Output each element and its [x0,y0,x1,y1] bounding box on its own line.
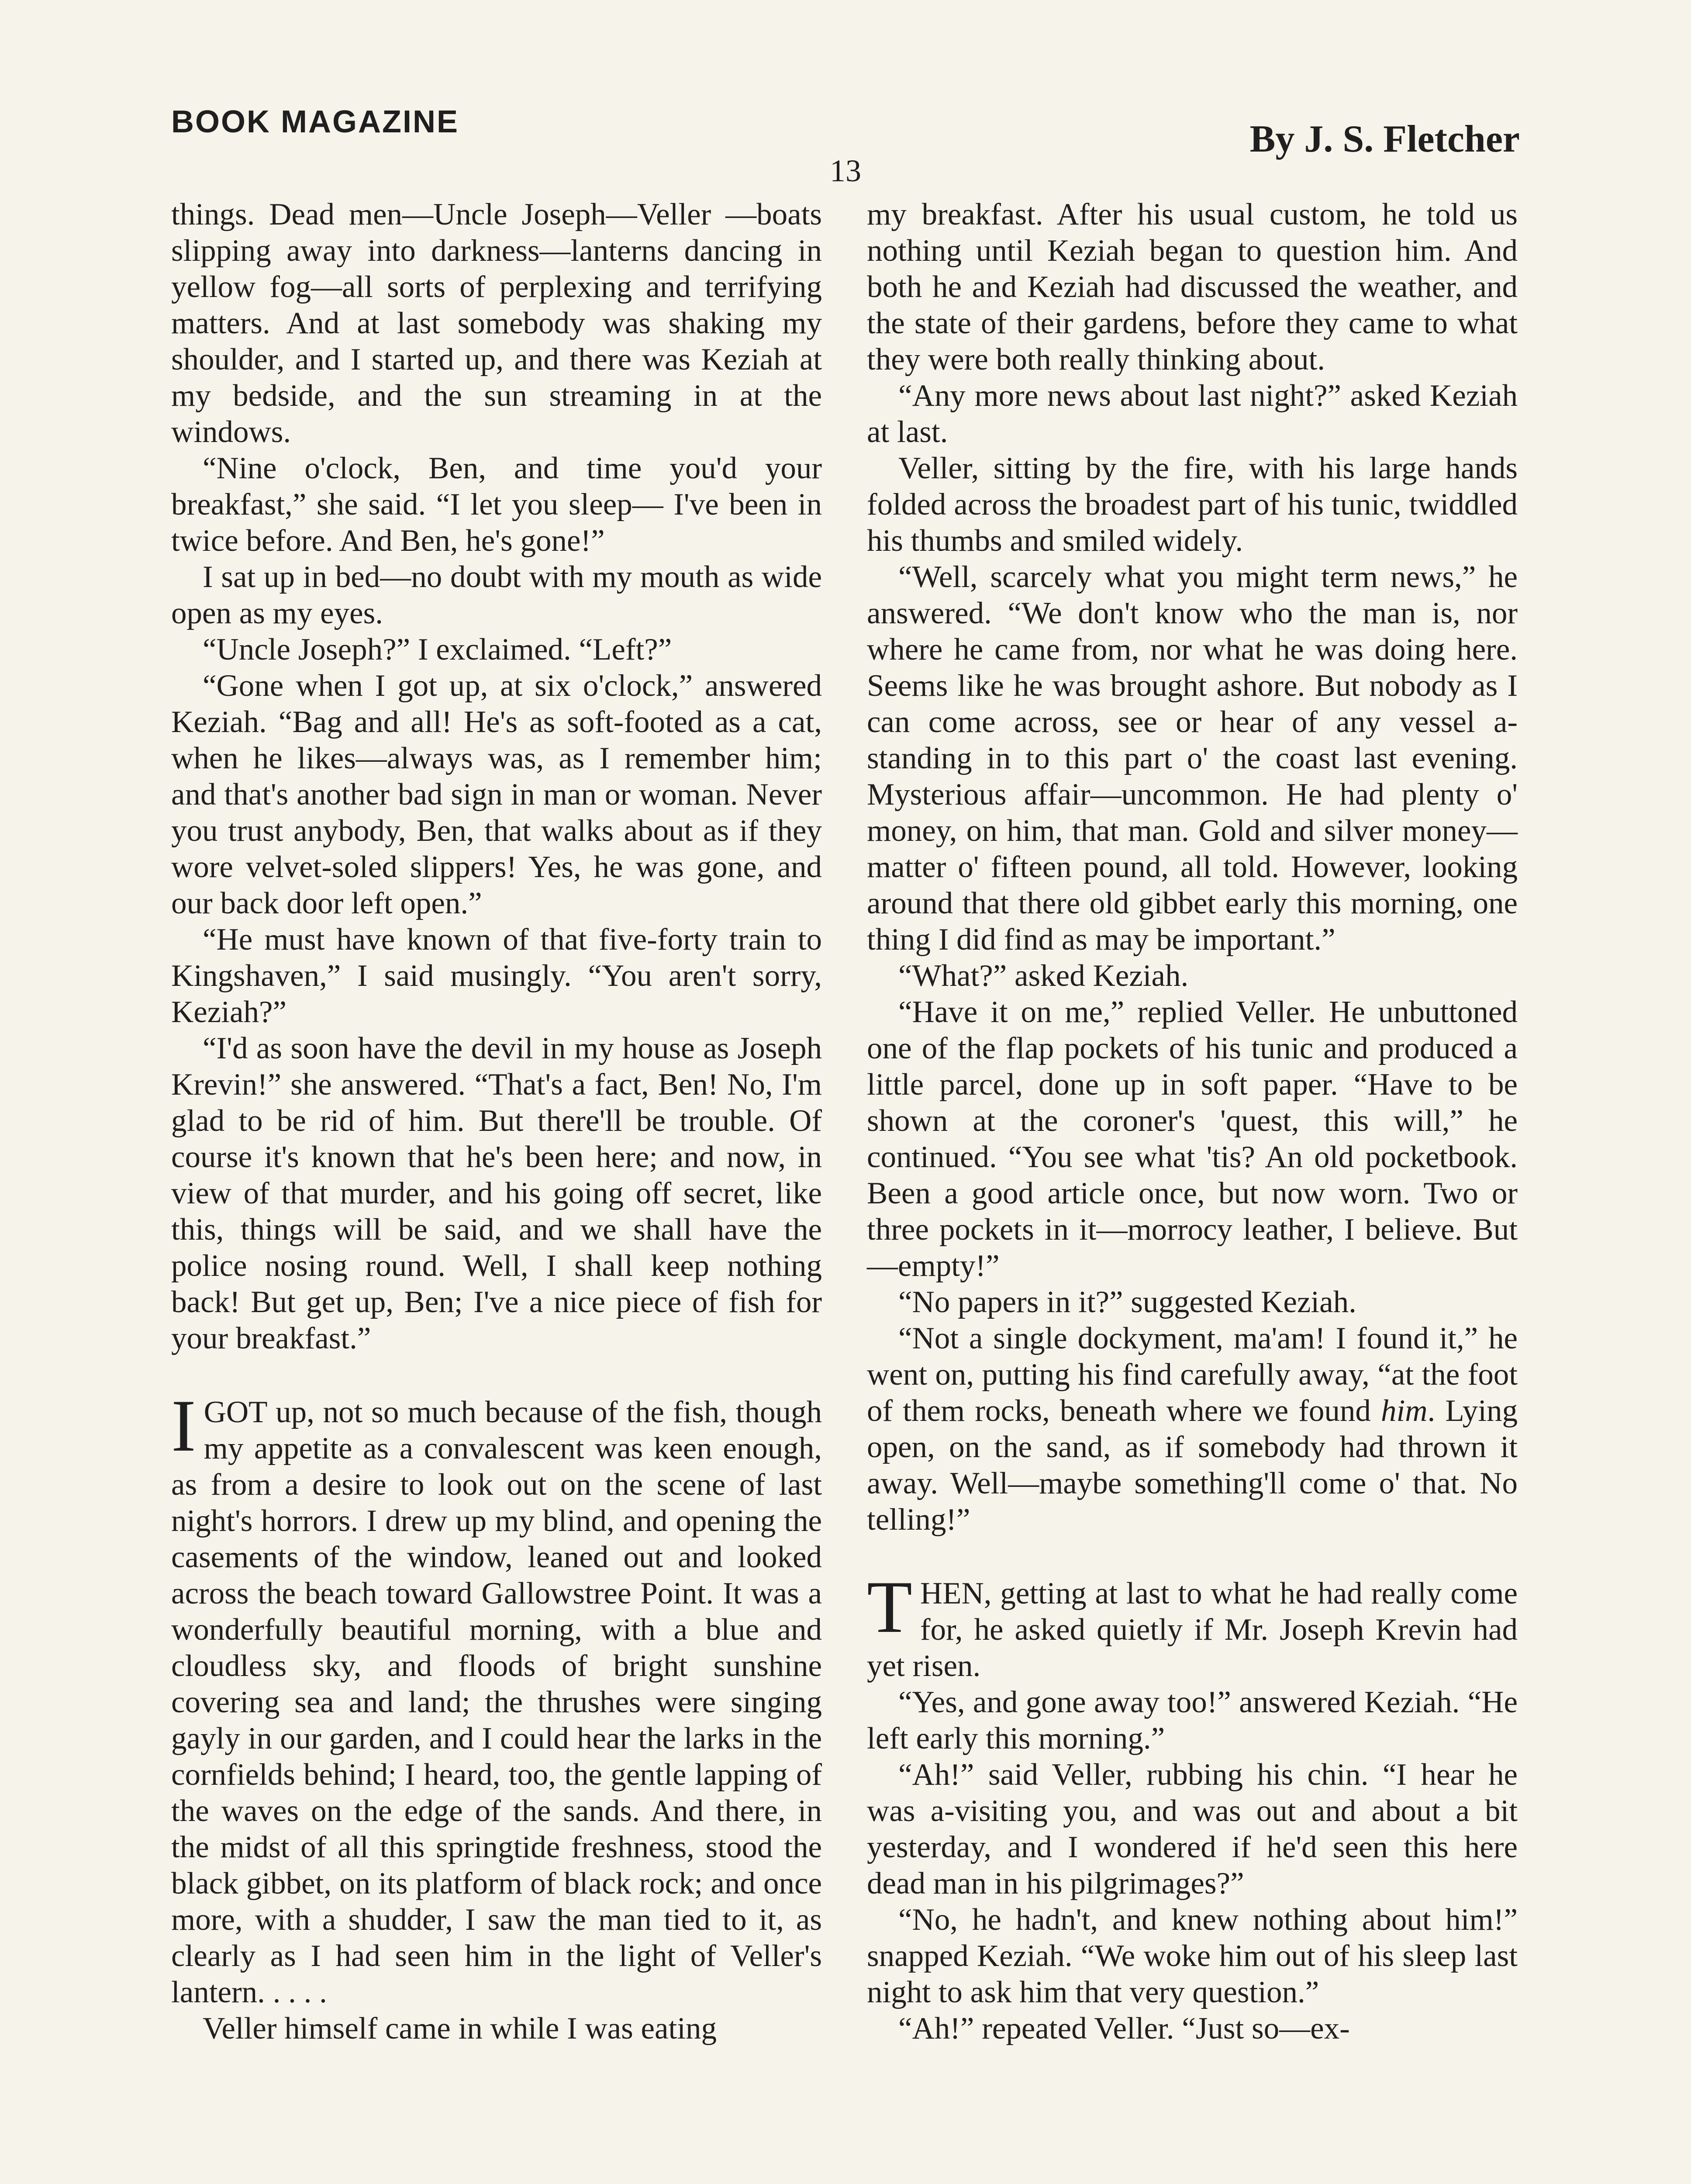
paragraph: things. Dead men—Uncle Joseph—Veller —boats slipping away into darkness—lanterns dancing in yellow fog—all sorts of perplexing and terrifying matters. And at last somebody was shaking my shoulder, and I started up, and there was Keziah at my bedside, and the sun streaming in at the windows. [171,197,822,449]
paragraph: “He must have known of that five-forty train to Kingshaven,” I said musingly. “You aren't sorry, Keziah?” [171,923,822,1029]
paragraph: “What?” asked Keziah. [898,959,1189,993]
paragraph: “Yes, and gone away too!” answered Keziah. “He left early this morning.” [867,1685,1518,1755]
publication-title: BOOK MAGAZINE [171,104,459,139]
paragraph: Veller, sitting by the fire, with his large hands folded across the broadest part of his tunic, twiddled his thumbs and smiled widely. [867,451,1518,558]
paragraph: my breakfast. After his usual custom, he told us nothing until Keziah began to question him. And both he and Keziah had discussed the weather, and the state of their gardens, before they came to what they were both really thinking about. [867,197,1518,377]
paragraph: “Nine o'clock, Ben, and time you'd your breakfast,” she said. “I let you sleep— I've been in twice before. And Ben, he's gone!” [171,451,822,558]
section-paragraph [171,1385,822,2011]
paragraph-text: “Not a single dockyment, ma'am! I found it,” he went on, putting his find carefully away, “at the foot of them rocks, beneath where we found [867,1321,1518,1428]
paragraph: “Uncle Joseph?” I exclaimed. “Left?” [203,632,672,667]
drop-cap: I [171,1385,196,1467]
page-number: 13 [830,153,861,188]
author-byline: By J. S. Fletcher [1249,118,1520,160]
paragraph [867,1320,1518,1538]
paragraph: “Ah!” said Veller, rubbing his chin. “I hear he was a-visiting you, and was out and about a bit yesterday, and I wondered if he'd seen this here dead man in his pilgrimages?” [867,1758,1518,1901]
paragraph-text: . Lying open, on the sand, as if somebody had thrown it away. Well—maybe something'll come o' that. No telling!” [867,1394,1518,1537]
paragraph: “Any more news about last night?” asked Keziah at last. [867,379,1518,449]
paragraph: “Ah!” repeated Veller. “Just so—ex- [898,2011,1350,2046]
paragraph: “I'd as soon have the devil in my house as Joseph Krevin!” she answered. “That's a fact, Ben! No, I'm glad to be rid of him. But there'll be trouble. Of course it's known that he's been here; and now, in view of that murder, and his going off secret, like this, things will be said, and we shall have the police nosing round. Well, I shall keep nothing back! But get up, Ben; I've a nice piece of fish for your breakfast.” [171,1031,822,1355]
left-column [171,197,822,2047]
drop-cap: T [867,1566,912,1648]
paragraph: “Have it on me,” replied Veller. He unbuttoned one of the flap pockets of his tunic and produced a little parcel, done up in soft paper. “Have to be shown at the coroner's 'quest, this will,” he continued. “You see what 'tis? An old pocketbook. Been a good article once, but now worn. Two or three pockets in it—morrocy leather, I believe. But—empty!” [867,995,1518,1283]
paragraph: “Well, scarcely what you might term news,” he answered. “We don't know who the man is, nor where he came from, nor what he was doing here. Seems like he was brought ashore. But nobody as I can come across, see or hear of any vessel a-standing in to this part o' the coast last evening. Mysterious affair—uncommon. He had plenty o' money, on him, that man. Gold and silver money—matter o' fifteen pound, all told. However, looking around that there old gibbet early this morning, one thing I did find as may be important.” [867,560,1518,957]
section-text: GOT up, not so much because of the fish, though my appetite as a convalescent was keen enough, as from a desire to look out on the scene of last night's horrors. I drew up my blind, and opening the casements of the window, leaned out and looked across the beach toward Gallowstree Point. It was a wonderfully beautiful morning, with a blue and cloudless sky, and floods of bright sunshine covering sea and land; the thrushes were singing gayly in our garden, and I could hear the larks in the cornfields behind; I heard, too, the gentle lapping of the waves on the edge of the sands. And there, in the midst of all this springtide freshness, stood the black gibbet, on its platform of black rock; and once more, with a shudder, I saw the man tied to it, as clearly as I had seen him in the light of Veller's lantern. . . . . [171,1395,822,2009]
section-text: HEN, getting at last to what he had really come for, he asked quietly if Mr. Joseph Krevin had yet risen. [867,1576,1518,1683]
right-column [867,197,1518,2047]
section-paragraph [867,1566,1518,1684]
paragraph: I sat up in bed—no doubt with my mouth as wide open as my eyes. [171,560,822,630]
emphasis-text: him [1380,1394,1428,1428]
paragraph: “No, he hadn't, and knew nothing about him!” snapped Keziah. “We woke him out of his sleep last night to ask him that very question.” [867,1903,1518,2009]
paragraph: Veller himself came in while I was eating [203,2011,717,2046]
paragraph: “No papers in it?” suggested Keziah. [898,1285,1356,1319]
paragraph: “Gone when I got up, at six o'clock,” answered Keziah. “Bag and all! He's as soft-footed as a cat, when he likes—always was, as I remember him; and that's another bad sign in man or woman. Never you trust anybody, Ben, that walks about as if they wore velvet-soled slippers! Yes, he was gone, and our back door left open.” [171,669,822,920]
